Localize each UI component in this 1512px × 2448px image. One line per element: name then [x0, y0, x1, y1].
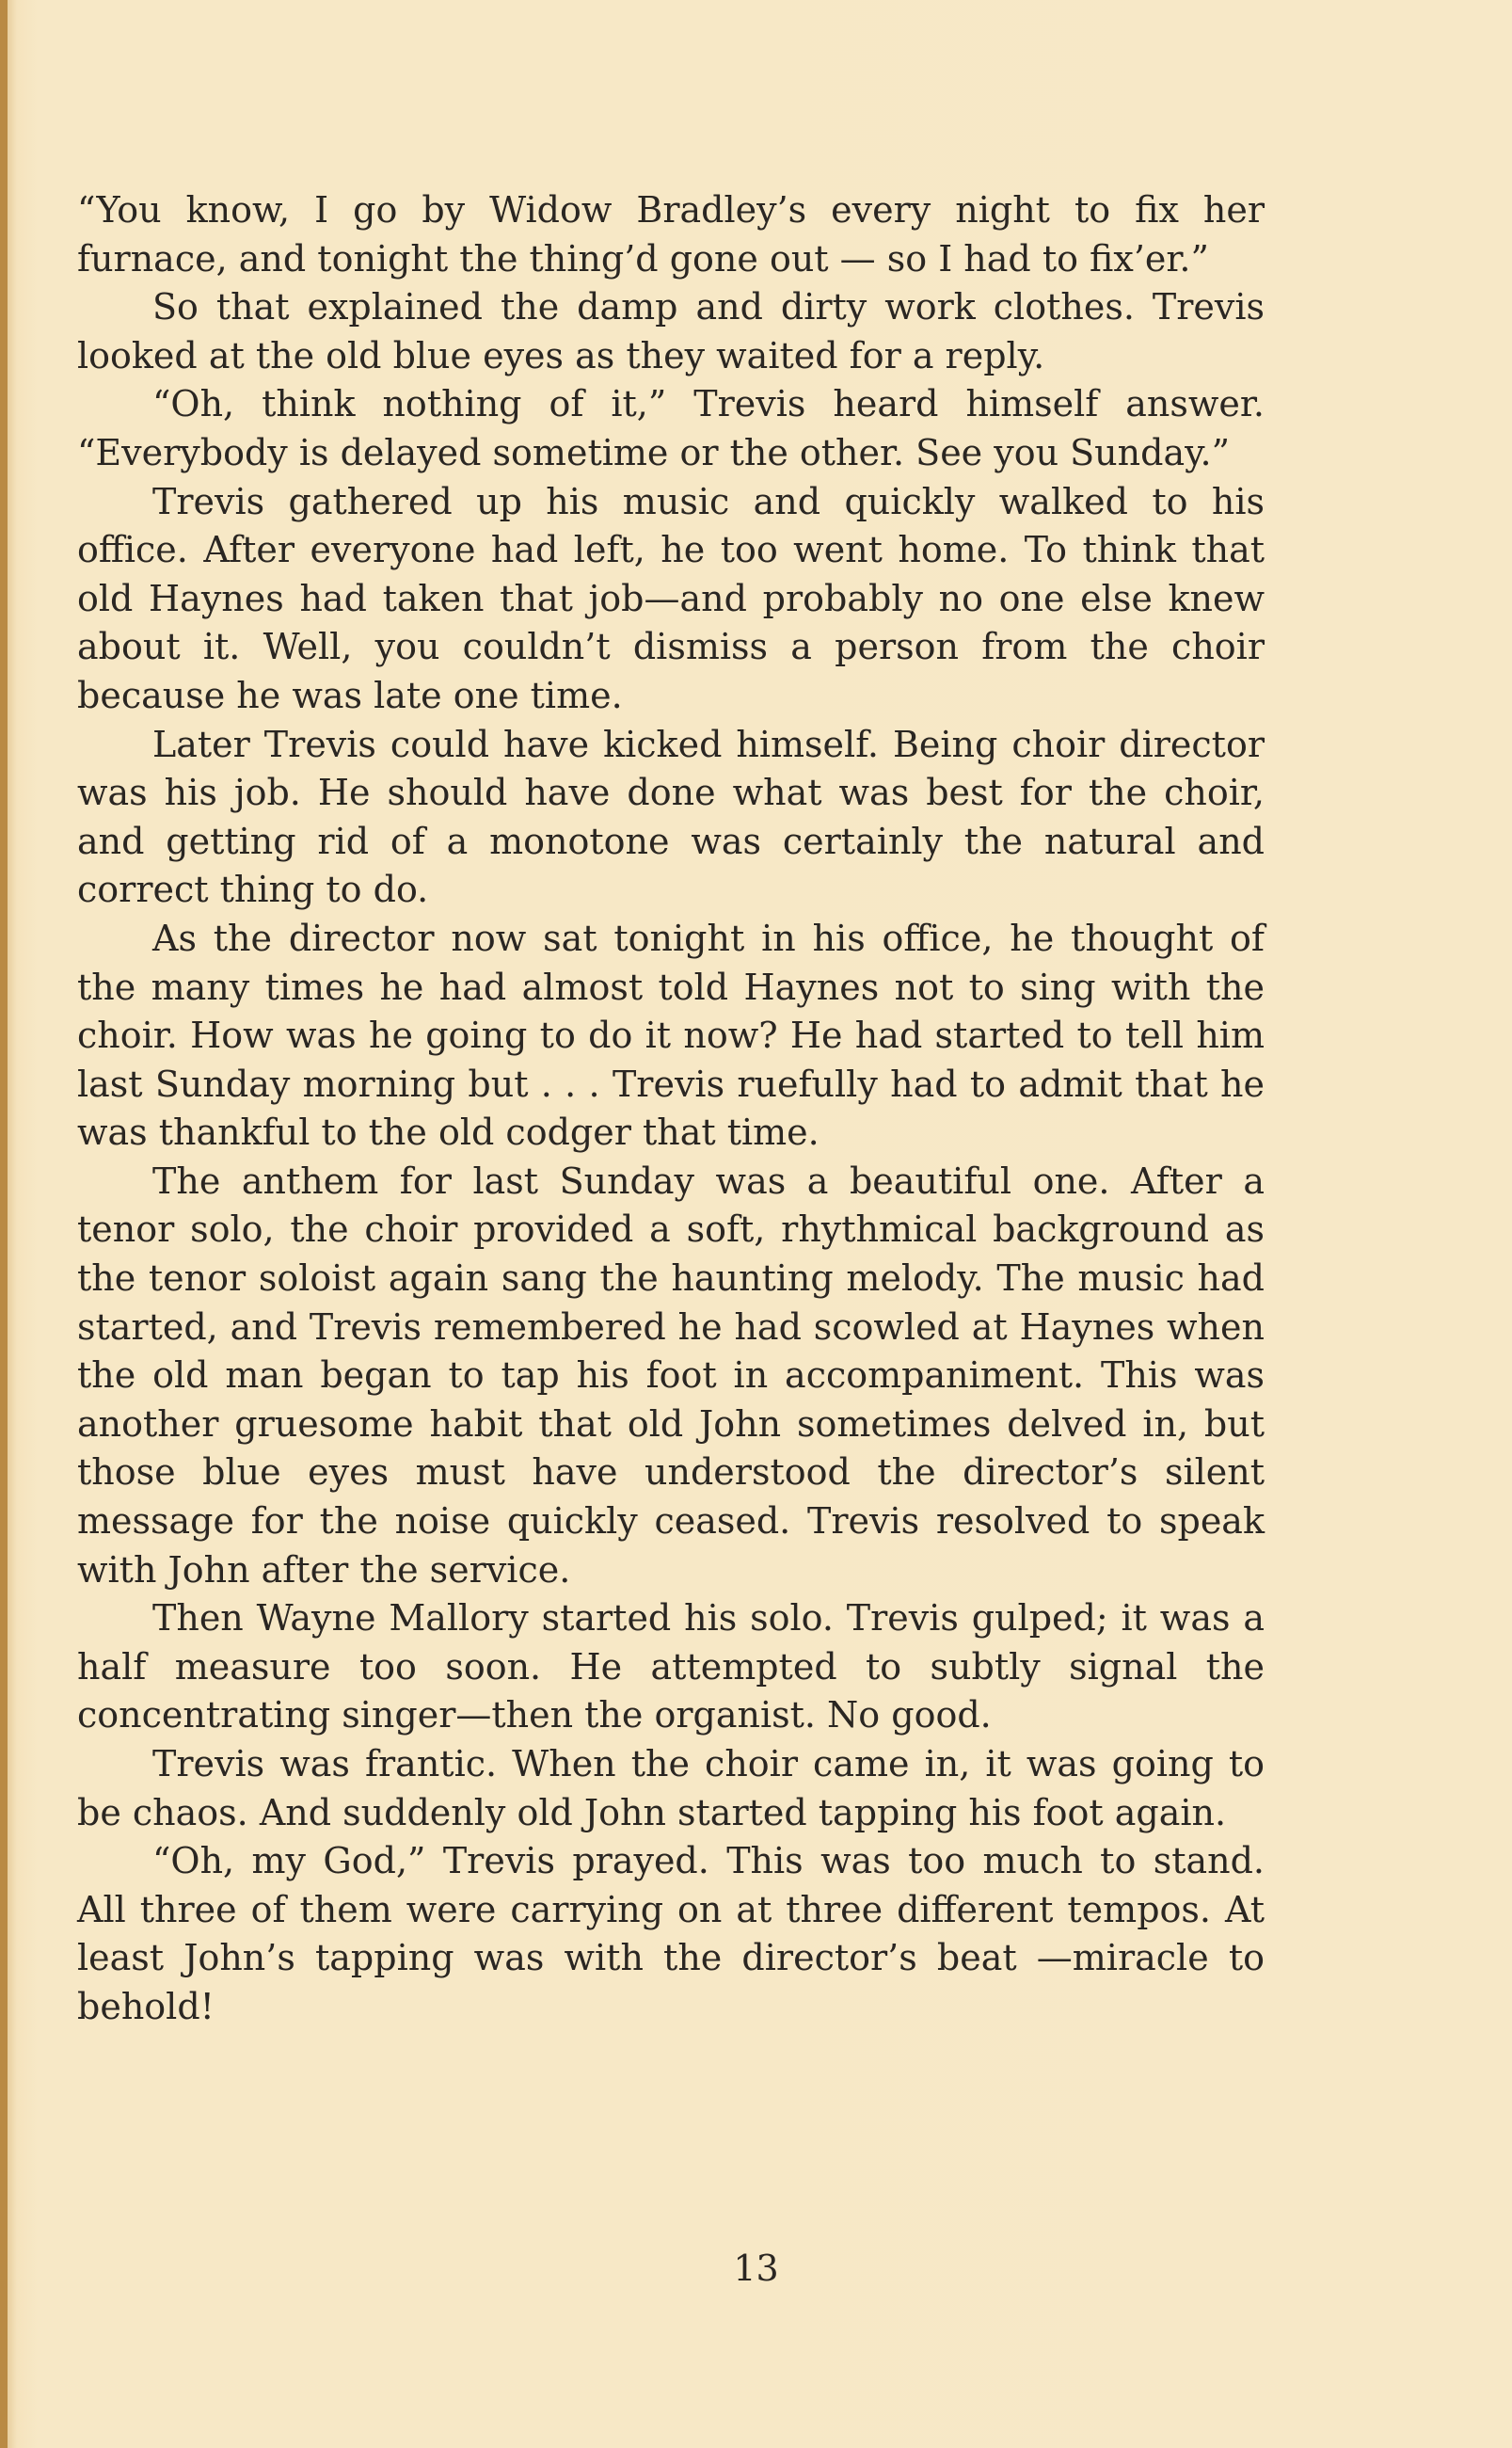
paragraph: Trevis gathered up his music and quickly walked to his office. After everyone had left, he too went home. To think that old Haynes had taken that job—and probably no one else knew about it. Well, you couldn’t dismiss a person from the choir because he was late one time.	[77, 480, 1265, 716]
paragraph: As the director now sat tonight in his office, he thought of the many times he had almost told Haynes not to sing with the choir. How was he going to do it now? He had started to tell him last Sunday morning but . . . Trevis ruefully had to admit that he was thankful to the old codger that time.	[77, 917, 1265, 1154]
paragraph: The anthem for last Sunday was a beautiful one. After a tenor solo, the choir provided a soft, rhythmical background as the tenor soloist again sang the haunting melody. The music had started, and Trevis remembered he had scowled at Haynes when the old man began to tap his foot in accompaniment. This was another gruesome habit that old John sometimes delved in, but those blue eyes must have understood the director’s silent message for the noise quickly ceased. Trevis resolved to speak with John after the service.	[77, 1160, 1265, 1591]
body-text	[77, 186, 1265, 2032]
paragraph: Later Trevis could have kicked himself. Being choir director was his job. He should have done what was best for the choir, and getting rid of a monotone was certainly the natural and correct thing to do.	[77, 723, 1265, 911]
page-binding-edge	[0, 0, 8, 2448]
paragraph: “Oh, my God,” Trevis prayed. This was too much to stand. All three of them were carrying on at three different tempos. At least John’s tapping was with the director’s beat —miracle to behold!	[77, 1840, 1265, 2027]
paragraph: “Oh, think nothing of it,” Trevis heard himself answer. “Everybody is delayed sometime or the other. See you Sunday.”	[77, 383, 1265, 473]
page-number: 13	[733, 2248, 779, 2289]
paragraph: “You know, I go by Widow Bradley’s every night to fix her furnace, and tonight the thing’d gone out — so I had to fix’er.”	[77, 189, 1265, 280]
paragraph: Then Wayne Mallory started his solo. Trevis gulped; it was a half measure too soon. He attempted to subtly signal the concentrating singer—then the organist. No good.	[77, 1597, 1265, 1736]
paragraph: So that explained the damp and dirty work clothes. Trevis looked at the old blue eyes as they waited for a reply.	[77, 286, 1265, 376]
paragraph: Trevis was frantic. When the choir came in, it was going to be chaos. And suddenly old John started tapping his foot again.	[77, 1743, 1265, 1833]
